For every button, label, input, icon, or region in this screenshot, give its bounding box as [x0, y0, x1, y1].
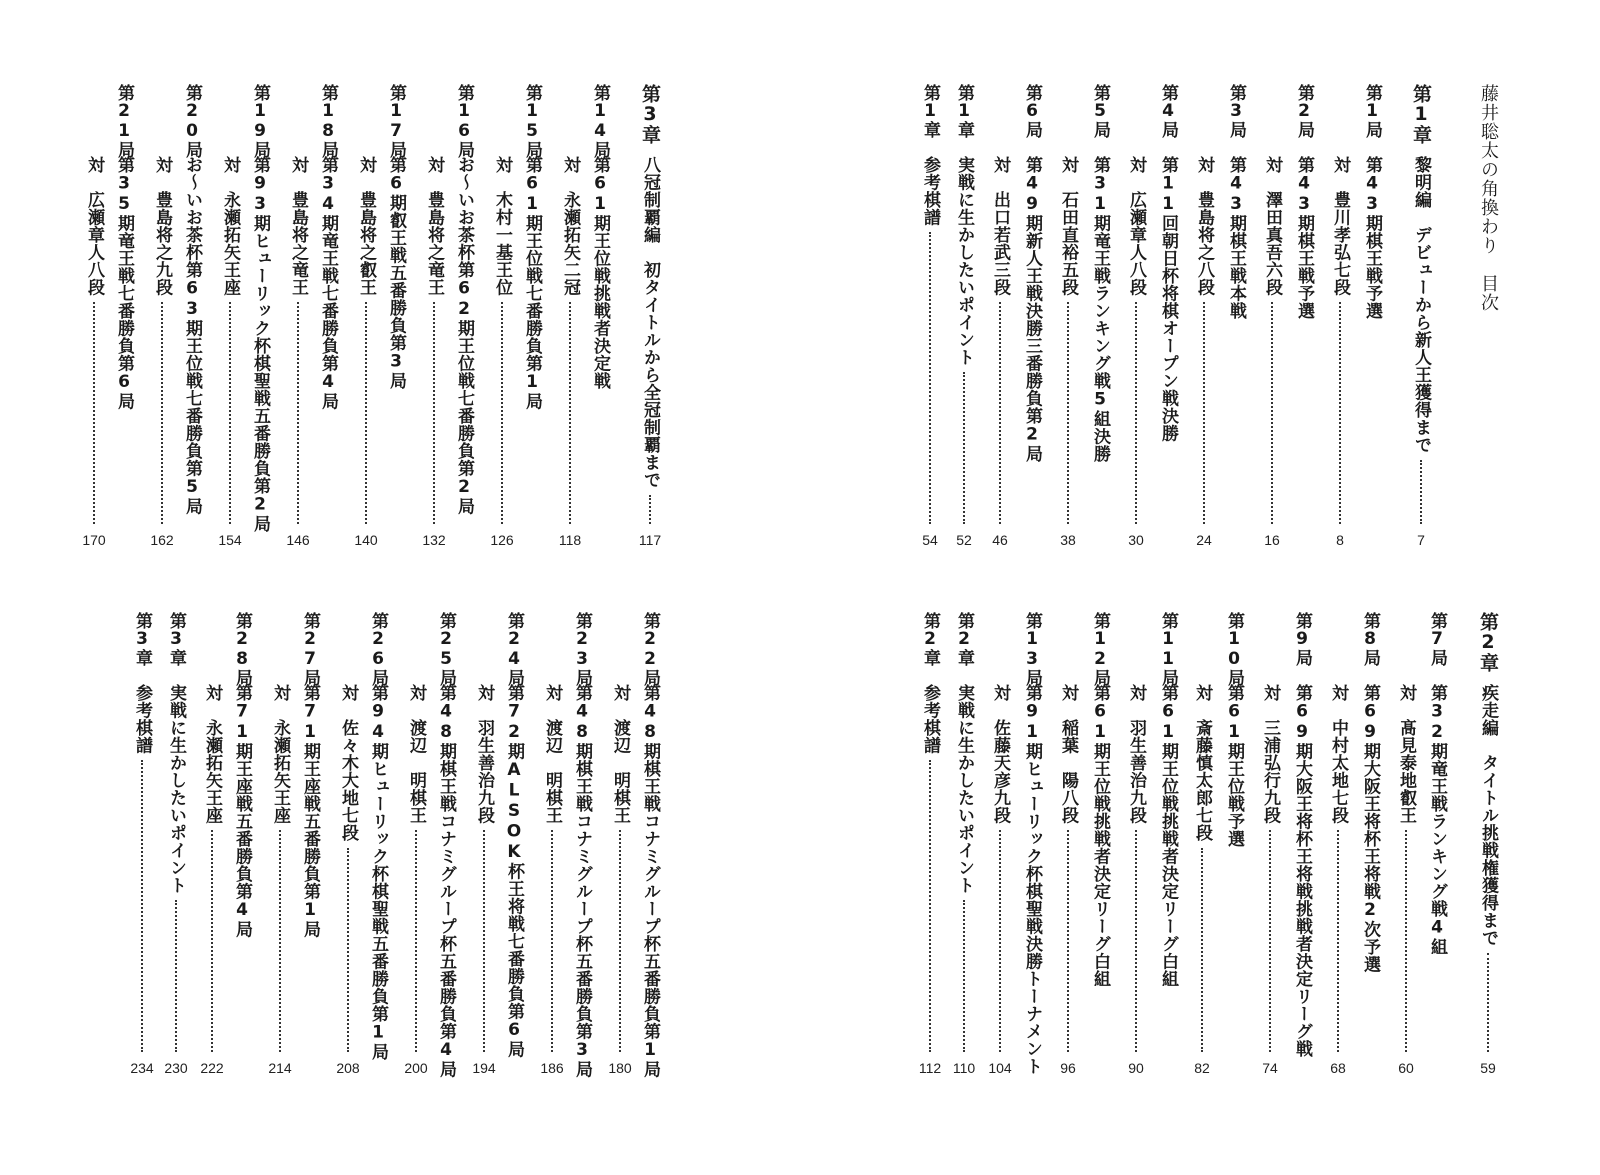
entry-title: 第94期ヒューリック杯棋聖戦五番勝負第1局 — [368, 684, 388, 1061]
toc-opponent — [420, 84, 448, 296]
page-number: 162 — [150, 532, 174, 548]
toc-entry — [950, 612, 978, 894]
entry-number: 第5局 — [1090, 84, 1110, 138]
entry-title: 対 豊島将之竜王 — [424, 156, 444, 296]
leader-dots — [1135, 830, 1137, 1052]
toc-opponent — [986, 84, 1014, 296]
toc-entry — [432, 612, 460, 1078]
leader-dots — [229, 302, 231, 524]
entry-title: 疾走編 タイトル挑戦権獲得まで — [1478, 684, 1498, 947]
page-number: 180 — [608, 1060, 632, 1076]
entry-number: 第3局 — [1226, 84, 1246, 138]
toc-entry — [1288, 612, 1316, 1058]
leader-dots — [1067, 302, 1069, 524]
toc-opponent — [470, 612, 498, 824]
page-number: 146 — [286, 532, 310, 548]
entry-number: 第3章 — [132, 612, 152, 666]
toc-entry — [1086, 612, 1114, 988]
toc-opponent — [488, 84, 516, 296]
entry-number: 第28局 — [232, 612, 252, 686]
page-number: 96 — [1060, 1060, 1076, 1076]
page-number: 222 — [200, 1060, 224, 1076]
page-number: 118 — [558, 532, 582, 548]
toc-opponent — [1188, 612, 1216, 842]
leader-dots — [279, 830, 281, 1052]
entry-title: 八冠制覇編 初タイトルから全冠制覇まで — [640, 156, 660, 489]
toc-entry — [916, 84, 944, 226]
toc-entry — [162, 612, 190, 894]
entry-title: 第61期王位戦挑戦者決定戦 — [590, 156, 610, 390]
toc-opponent — [402, 612, 430, 824]
entry-title: 第72期ALSOK杯王将戦七番勝負第6局 — [504, 684, 524, 1058]
entry-title: 対 広瀬章人八段 — [1126, 156, 1146, 296]
entry-number: 第27局 — [300, 612, 320, 686]
toc-opponent — [148, 84, 176, 296]
entry-title: 対 三浦弘行九段 — [1260, 684, 1280, 824]
leader-dots — [999, 830, 1001, 1052]
entry-title: 対 中村太地七段 — [1328, 684, 1348, 824]
entry-title: 対 渡辺 明棋王 — [542, 684, 562, 824]
toc-entry — [1086, 84, 1114, 463]
entry-title: 対 澤田真吾六段 — [1262, 156, 1282, 296]
entry-title: 第91期ヒューリック杯棋聖戦決勝トーナメント — [1022, 684, 1042, 1075]
entry-number: 第23局 — [572, 612, 592, 686]
entry-title: 第49期新人王戦決勝三番勝負第2局 — [1022, 156, 1042, 463]
toc-entry — [178, 84, 206, 515]
entry-title: 対 木村一基王位 — [492, 156, 512, 296]
entry-title: お～いお茶杯第62期王位戦七番勝負第2局 — [454, 156, 474, 515]
page-number: 170 — [82, 532, 106, 548]
toc-entry — [110, 84, 138, 410]
entry-number: 第8局 — [1360, 612, 1380, 666]
entry-title: 実戦に生かしたいポイント — [954, 156, 974, 366]
leader-dots — [649, 495, 651, 525]
entry-title: 第69期大阪王将杯王将戦挑戦者決定リーグ戦 — [1292, 684, 1312, 1058]
leader-dots — [999, 302, 1001, 524]
toc-entry — [382, 84, 410, 390]
entry-number: 第11局 — [1158, 612, 1178, 686]
toc-opponent — [556, 84, 584, 296]
toc-opponent — [198, 612, 226, 824]
toc-entry — [518, 84, 546, 410]
toc-entry — [636, 612, 664, 1078]
toc-entry — [1220, 612, 1248, 848]
page-number: 90 — [1128, 1060, 1144, 1076]
entry-title: 第48期棋王戦コナミグループ杯五番勝負第3局 — [572, 684, 592, 1078]
entry-number: 第24局 — [504, 612, 524, 686]
entry-title: 対 稲葉 陽八段 — [1058, 684, 1078, 824]
leader-dots — [415, 830, 417, 1052]
leader-dots — [347, 848, 349, 1053]
entry-number: 第10局 — [1224, 612, 1244, 686]
page-number: 46 — [992, 532, 1008, 548]
entry-title: 第43期棋王戦本戦 — [1226, 156, 1246, 320]
leader-dots — [297, 302, 299, 524]
entry-number: 第14局 — [590, 84, 610, 158]
page-number: 214 — [268, 1060, 292, 1076]
page-number: 52 — [956, 532, 972, 548]
page-number: 234 — [130, 1060, 154, 1076]
entry-number: 第6局 — [1022, 84, 1042, 138]
toc-entry — [246, 84, 274, 533]
leader-dots — [569, 302, 571, 524]
entry-number: 第1章 — [920, 84, 940, 138]
toc-opponent — [216, 84, 244, 296]
leader-dots — [141, 760, 143, 1052]
entry-number: 第2章 — [954, 612, 974, 666]
leader-dots — [963, 372, 965, 524]
entry-title: 第69期大阪王将杯王将戦2次予選 — [1360, 684, 1380, 973]
entry-title: 第71期王座戦五番勝負第1局 — [300, 684, 320, 938]
entry-title: 第61期王位戦挑戦者決定リーグ白組 — [1090, 684, 1110, 988]
toc-opponent — [1190, 84, 1218, 296]
entry-title: 対 永瀬拓矢王座 — [202, 684, 222, 824]
entry-number: 第1章 — [1410, 84, 1432, 144]
entry-title: 第6期叡王戦五番勝負第3局 — [386, 156, 406, 390]
page-number: 200 — [404, 1060, 428, 1076]
entry-number: 第22局 — [640, 612, 660, 686]
toc-entry — [916, 612, 944, 754]
toc-opponent — [986, 612, 1014, 824]
page-number: 132 — [422, 532, 446, 548]
entry-title: 第32期竜王戦ランキング戦4組 — [1427, 684, 1447, 956]
entry-title: 対 広瀬章人八段 — [84, 156, 104, 296]
page-number: 30 — [1128, 532, 1144, 548]
entry-title: 参考棋譜 — [920, 156, 940, 226]
entry-title: 第11回朝日杯将棋オープン戦決勝 — [1158, 156, 1178, 442]
toc-entry — [296, 612, 324, 938]
toc-opponent — [80, 84, 108, 296]
entry-number: 第4局 — [1158, 84, 1178, 138]
toc-entry — [1154, 84, 1182, 442]
leader-dots — [1487, 953, 1489, 1053]
entry-title: 第31期竜王戦ランキング戦5組決勝 — [1090, 156, 1110, 463]
leader-dots — [175, 900, 177, 1052]
entry-title: 第34期竜王戦七番勝負第4局 — [318, 156, 338, 410]
page-number: 82 — [1194, 1060, 1210, 1076]
entry-number: 第21局 — [114, 84, 134, 158]
entry-number: 第2章 — [920, 612, 940, 666]
page-number: 110 — [952, 1060, 976, 1076]
page-number: 74 — [1262, 1060, 1278, 1076]
toc-entry — [1358, 84, 1386, 320]
entry-number: 第12局 — [1090, 612, 1110, 686]
entry-title: 対 渡辺 明棋王 — [406, 684, 426, 824]
entry-title: 第71期王座戦五番勝負第4局 — [232, 684, 252, 938]
page-number: 54 — [922, 532, 938, 548]
page-number: 117 — [638, 532, 662, 548]
leader-dots — [161, 302, 163, 524]
toc-entry — [450, 84, 478, 515]
entry-title: 対 永瀬拓矢二冠 — [560, 156, 580, 296]
leader-dots — [1271, 302, 1273, 524]
toc-opponent — [1122, 612, 1150, 824]
page-number: 104 — [988, 1060, 1012, 1076]
toc-entry — [586, 84, 614, 390]
entry-number: 第9局 — [1292, 612, 1312, 666]
page-number: 8 — [1336, 532, 1344, 548]
leader-dots — [619, 830, 621, 1052]
toc-entry — [1356, 612, 1384, 973]
toc-opponent — [1326, 84, 1354, 296]
entry-title: 第48期棋王戦コナミグループ杯五番勝負第1局 — [640, 684, 660, 1078]
toc-entry — [1423, 612, 1451, 956]
leader-dots — [1420, 460, 1422, 525]
toc-entry — [1018, 84, 1046, 463]
leader-dots — [963, 900, 965, 1052]
toc-entry — [314, 84, 342, 410]
entry-title: 対 豊島将之九段 — [152, 156, 172, 296]
entry-number: 第2章 — [1477, 612, 1499, 672]
entry-title: 黎明編 デビューから新人王獲得まで — [1411, 156, 1431, 454]
toc-entry — [128, 612, 156, 754]
entry-title: お～いお茶杯第63期王位戦七番勝負第5局 — [182, 156, 202, 515]
page-number: 7 — [1417, 532, 1425, 548]
chapter-heading — [1474, 612, 1502, 947]
entry-number: 第17局 — [386, 84, 406, 158]
entry-title: 対 永瀬拓矢王座 — [270, 684, 290, 824]
toc-entry — [228, 612, 256, 938]
toc-opponent — [1256, 612, 1284, 824]
page-number: 230 — [164, 1060, 188, 1076]
leader-dots — [1067, 830, 1069, 1052]
page-number: 16 — [1264, 532, 1280, 548]
chapter-heading — [636, 84, 664, 489]
page-number: 68 — [1330, 1060, 1346, 1076]
entry-title: 対 佐々木大地七段 — [338, 684, 358, 842]
entry-title: 第93期ヒューリック杯棋聖戦五番勝負第2局 — [250, 156, 270, 533]
entry-title: 対 斎藤慎太郎七段 — [1192, 684, 1212, 842]
leader-dots — [93, 302, 95, 524]
leader-dots — [929, 232, 931, 524]
entry-title: 実戦に生かしたいポイント — [166, 684, 186, 894]
chapter-heading — [1407, 84, 1435, 454]
entry-title: 対 豊島将之叡王 — [356, 156, 376, 296]
page-number: 140 — [354, 532, 378, 548]
entry-title: 対 出口若武三段 — [990, 156, 1010, 296]
page-number: 112 — [918, 1060, 942, 1076]
leader-dots — [483, 830, 485, 1052]
leader-dots — [1203, 302, 1205, 524]
toc-opponent — [1258, 84, 1286, 296]
leader-dots — [551, 830, 553, 1052]
entry-number: 第1章 — [954, 84, 974, 138]
leader-dots — [1201, 848, 1203, 1053]
toc-opponent — [1392, 612, 1420, 824]
entry-title: 対 羽生善治九段 — [1126, 684, 1146, 824]
toc-opponent — [1054, 612, 1082, 824]
entry-title: 対 豊島将之八段 — [1194, 156, 1214, 296]
page-number: 60 — [1398, 1060, 1414, 1076]
entry-title: 参考棋譜 — [132, 684, 152, 754]
entry-number: 第3章 — [639, 84, 661, 144]
toc-entry — [1290, 84, 1318, 320]
page-number: 59 — [1480, 1060, 1496, 1076]
entry-title: 対 豊島将之竜王 — [288, 156, 308, 296]
entry-title: 対 渡辺 明棋王 — [610, 684, 630, 824]
leader-dots — [1405, 830, 1407, 1052]
leader-dots — [1269, 830, 1271, 1052]
entry-title: 第43期棋王戦予選 — [1294, 156, 1314, 320]
entry-title: 第43期棋王戦予選 — [1362, 156, 1382, 320]
entry-number: 第25局 — [436, 612, 456, 686]
entry-title: 対 石田直裕五段 — [1058, 156, 1078, 296]
entry-title: 実戦に生かしたいポイント — [954, 684, 974, 894]
entry-title: 第61期王位戦予選 — [1224, 684, 1244, 848]
entry-number: 第16局 — [454, 84, 474, 158]
page-number: 38 — [1060, 532, 1076, 548]
toc-opponent — [1054, 84, 1082, 296]
toc-opponent — [1122, 84, 1150, 296]
toc-opponent — [1324, 612, 1352, 824]
toc-entry — [1222, 84, 1250, 320]
toc-opponent — [284, 84, 312, 296]
entry-title: 対 羽生善治九段 — [474, 684, 494, 824]
toc-entry — [568, 612, 596, 1078]
entry-number: 第13局 — [1022, 612, 1042, 686]
page-number: 186 — [540, 1060, 564, 1076]
toc-opponent — [352, 84, 380, 296]
toc-opponent — [606, 612, 634, 824]
toc-entry — [950, 84, 978, 366]
toc-opponent — [266, 612, 294, 824]
entry-title: 対 永瀬拓矢王座 — [220, 156, 240, 296]
entry-title: 参考棋譜 — [920, 684, 940, 754]
entry-number: 第18局 — [318, 84, 338, 158]
entry-title: 対 豊川孝弘七段 — [1330, 156, 1350, 296]
leader-dots — [929, 760, 931, 1052]
leader-dots — [1337, 830, 1339, 1052]
toc-entry — [1154, 612, 1182, 988]
entry-title: 第48期棋王戦コナミグループ杯五番勝負第4局 — [436, 684, 456, 1078]
page-number: 126 — [490, 532, 514, 548]
toc-opponent — [538, 612, 566, 824]
page-number: 24 — [1196, 532, 1212, 548]
page-title: 藤井聡太の角換わり 目次 — [1478, 84, 1499, 312]
entry-title: 第35期竜王戦七番勝負第6局 — [114, 156, 134, 410]
leader-dots — [211, 830, 213, 1052]
page-number: 194 — [472, 1060, 496, 1076]
toc-entry — [1018, 612, 1046, 1075]
toc-entry — [500, 612, 528, 1058]
entry-number: 第15局 — [522, 84, 542, 158]
leader-dots — [1135, 302, 1137, 524]
entry-number: 第19局 — [250, 84, 270, 158]
leader-dots — [365, 302, 367, 524]
leader-dots — [1339, 302, 1341, 524]
toc-opponent — [334, 612, 362, 842]
entry-title: 第61期王位戦七番勝負第1局 — [522, 156, 542, 410]
entry-title: 第61期王位戦挑戦者決定リーグ白組 — [1158, 684, 1178, 988]
entry-number: 第3章 — [166, 612, 186, 666]
leader-dots — [501, 302, 503, 524]
entry-number: 第26局 — [368, 612, 388, 686]
entry-number: 第7局 — [1427, 612, 1447, 666]
toc-entry — [364, 612, 392, 1061]
entry-number: 第20局 — [182, 84, 202, 158]
entry-number: 第2局 — [1294, 84, 1314, 138]
entry-title: 対 髙見泰地叡王 — [1396, 684, 1416, 824]
page-number: 208 — [336, 1060, 360, 1076]
entry-title: 対 佐藤天彦九段 — [990, 684, 1010, 824]
leader-dots — [433, 302, 435, 524]
page-number: 154 — [218, 532, 242, 548]
entry-number: 第1局 — [1362, 84, 1382, 138]
